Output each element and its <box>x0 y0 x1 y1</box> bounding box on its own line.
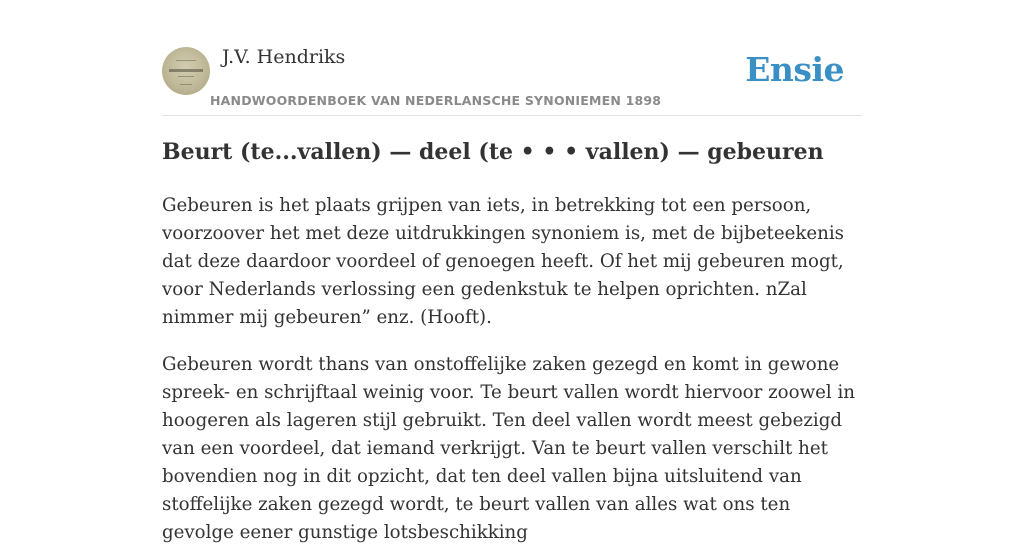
author-avatar[interactable] <box>162 47 210 95</box>
avatar-book-cover-line <box>178 76 194 77</box>
source-title[interactable]: HANDWOORDENBOEK VAN NEDERLANSCHE SYNONIEMEN 1898 <box>210 93 662 108</box>
author-name[interactable]: J.V. Hendriks <box>222 46 346 68</box>
article-paragraph: Gebeuren wordt thans van onstoffelijke zaken gezegd en komt in gewone spreek- en schrijftaal weinig voor. Te beurt vallen wordt hiervoor zoowel in hoogeren als lageren stijl gebruikt. Ten deel vallen wordt meest gebezigd van een voordeel, dat iemand verkrijgt. Van te beurt vallen verschilt het bovendien nog in dit opzicht, dat ten deel vallen bijna uitsluitend van stoffelijke zaken gezegd wordt, te beurt vallen van alles wat ons ten gevolge eener gunstige lotsbeschikking <box>162 354 856 543</box>
article-paragraph: Gebeuren is het plaats grijpen van iets, in betrekking tot een persoon, voorzoover het met deze uitdrukkingen synoniem is, met de bijbeteekenis dat deze daardoor voordeel of genoegen heeft. Of het mij gebeuren mogt, voor Nederlands verlossing een gedenkstuk te helpen oprichten. nZal nimmer mij gebeuren” enz. (Hooft). <box>162 195 845 328</box>
article-title: Beurt (te...vallen) — deel (te • • • vallen) — gebeuren <box>162 139 824 165</box>
avatar-book-cover-line <box>176 60 196 61</box>
avatar-book-cover-line <box>180 84 192 85</box>
header <box>162 0 862 116</box>
avatar-book-cover-line <box>169 69 203 72</box>
page-container <box>162 0 862 543</box>
site-logo[interactable]: Ensie <box>745 50 844 89</box>
